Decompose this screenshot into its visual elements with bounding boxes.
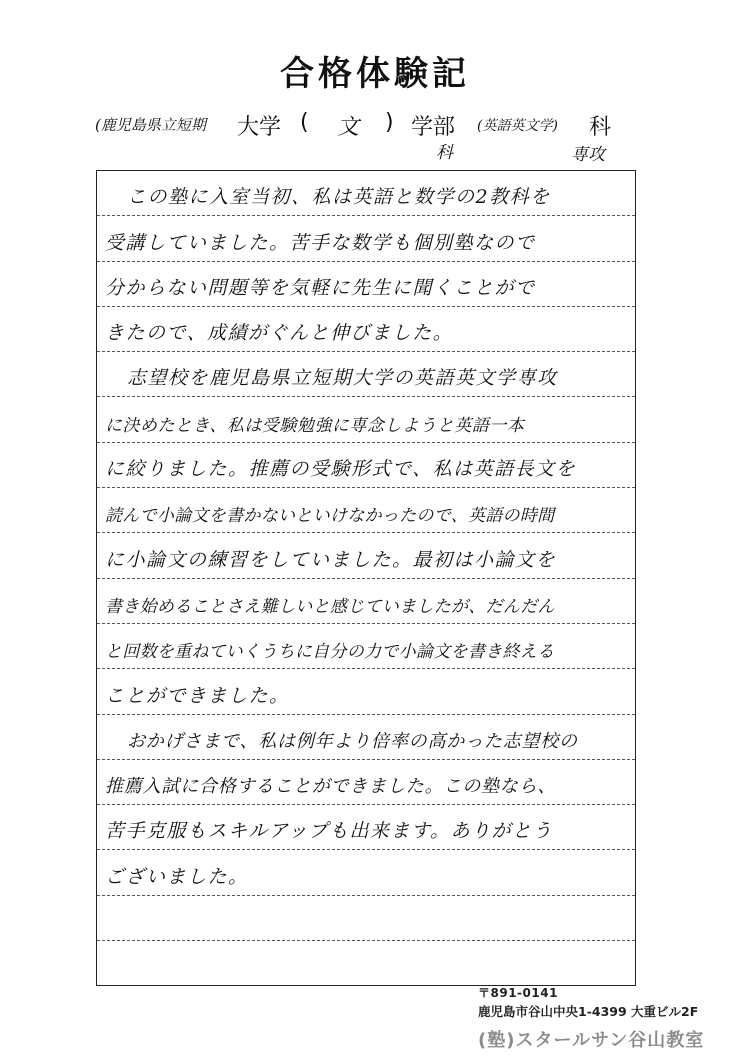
essay-line-text: ございました。 [105,865,249,888]
university-name: (鹿児島県立短期 [95,116,206,134]
essay-line [97,851,635,896]
essay-line-text: 受講していました。苦手な数学も個別塾なので [105,231,536,254]
essay-line [97,805,635,850]
essay-line [97,443,635,488]
school-address-stamp [478,984,750,1052]
essay-line [97,760,635,805]
university-label: 大学 [237,115,282,140]
essay-line-text: 苦手克服もスキルアップも出来ます。ありがとう [105,820,553,843]
essay-line [97,715,635,760]
essay-line-text: ことができました。 [105,684,290,707]
essay-line [97,669,635,714]
essay-line [97,216,635,261]
faculty-label: 学部 [411,115,456,140]
essay-line [97,352,635,397]
essay-line [97,488,635,533]
essay-box [96,170,636,986]
street-address: 鹿児島市谷山中央1-4399 大重ビル2F [478,1004,699,1019]
essay-line [97,579,635,624]
essay-line-text: 読んで小論文を書かないといけなかったので、英語の時間 [105,506,555,527]
essay-line-text: に決めたとき、私は受験勉強に専念しようと英語一本 [105,415,525,436]
essay-line [97,171,635,216]
essay-line-text: 推薦入試に合格することができました。この塾なら、 [105,776,557,798]
school-info-row [95,108,635,142]
department-label: 科 [589,115,612,140]
essay-line [97,533,635,578]
essay-line [97,262,635,307]
postal-code: 〒891-0141 [478,986,558,1000]
school-name: (塾)スタールサン谷山教室 [478,1030,705,1051]
essay-line [97,307,635,352]
department-name: (英語英文学) [477,118,558,134]
faculty-open-paren: ( [300,110,309,135]
essay-line-text: おかげさまで、私は例年より倍率の高かった志望校の [127,730,578,752]
essay-line-text: 志望校を鹿児島県立短期大学の英語英文学専攻 [127,367,558,390]
essay-line [97,624,635,669]
essay-line [97,896,635,941]
essay-line [97,398,635,443]
essay-line-text: に小論文の練習をしていました。最初は小論文を [105,548,557,571]
page-title: 合格体験記 [280,54,470,94]
essay-line-text: 分からない問題等を気軽に先生に聞くことがで [105,276,536,299]
essay-line-text: に絞りました。推薦の受験形式で、私は英語長文を [105,458,577,481]
essay-line-text: きたので、成績がぐんと伸びました。 [105,322,454,345]
essay-line [97,941,635,986]
faculty-close-paren: ) [385,110,394,135]
faculty-name: 文 [337,115,360,140]
sub-note-left: 科 [436,143,453,163]
essay-line-text: 書き始めることさえ難しいと感じていましたが、だんだん [105,596,555,617]
sub-note-right: 専攻 [571,145,605,165]
essay-line-text: この塾に入室当初、私は英語と数学の2教科を [127,186,551,209]
essay-line-text: と回数を重ねていくうちに自分の力で小論文を書き終える [105,642,555,663]
